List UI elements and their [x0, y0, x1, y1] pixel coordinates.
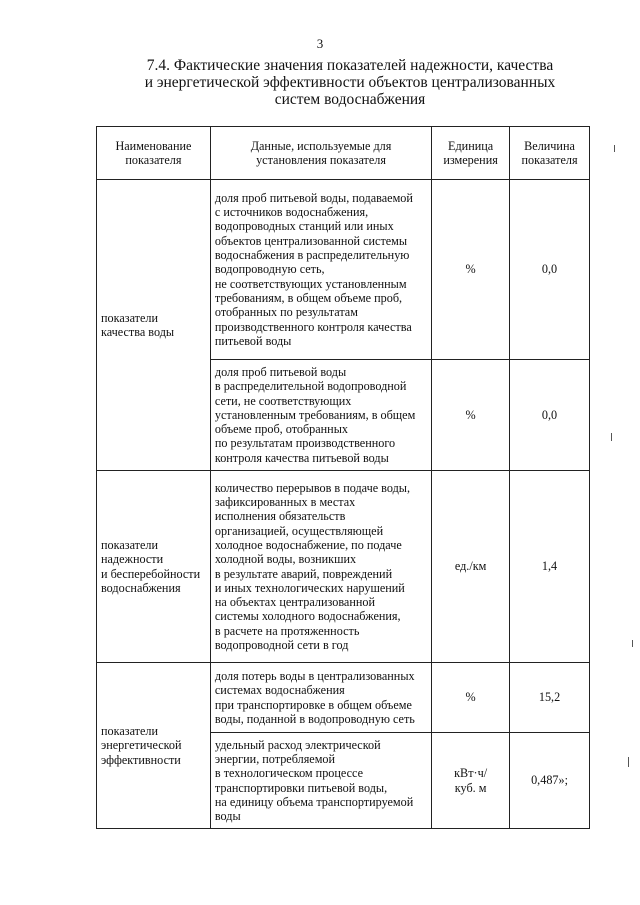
table-row — [97, 180, 590, 360]
group-name-energy: показатели энергетической эффективности — [97, 663, 211, 829]
row-unit: % — [432, 180, 510, 360]
row-description: количество перерывов в подаче воды, зафиксированных в местах исполнения обязательств организацией, осуществляющей холодное водоснабжение, по подаче холодной воды, возникших в результате аварий, повреждений и иных технологических нарушений на объектах централизованной системы холодного водоснабжения, в расчете на протяженность водопроводной сети в год — [210, 471, 431, 663]
group-name-reliability: показатели надежности и бесперебойности водоснабжения — [97, 471, 211, 663]
table-row — [97, 471, 590, 663]
row-value: 0,487»; — [510, 733, 590, 829]
scan-speck — [614, 145, 615, 152]
row-description: удельный расход электрической энергии, потребляемой в технологическом процессе транспортировки питьевой воды, на единицу объема транспортируемой воды — [210, 733, 431, 829]
heading-line: и энергетической эффективности объектов централизованных — [144, 74, 556, 91]
row-description: доля потерь воды в централизованных системах водоснабжения при транспортировке в общем объеме воды, поданной в водопроводную сеть — [210, 663, 431, 733]
indicators-table — [96, 126, 590, 829]
row-value: 0,0 — [510, 180, 590, 360]
section-heading — [108, 57, 592, 108]
scan-speck — [628, 757, 629, 767]
row-value: 0,0 — [510, 360, 590, 471]
heading-line: 7.4. Фактические значения показателей надежности, качества — [146, 57, 554, 74]
heading-line: систем водоснабжения — [274, 91, 426, 108]
header-source-data: Данные, используемые для установления показателя — [210, 127, 431, 180]
header-value: Величина показателя — [510, 127, 590, 180]
scan-speck — [632, 640, 633, 647]
row-value: 1,4 — [510, 471, 590, 663]
table-header-row — [97, 127, 590, 180]
row-value: 15,2 — [510, 663, 590, 733]
page-number: 3 — [316, 36, 324, 51]
row-unit: % — [432, 360, 510, 471]
row-unit: кВт·ч/ куб. м — [432, 733, 510, 829]
row-unit: % — [432, 663, 510, 733]
header-indicator-name: Наименование показателя — [97, 127, 211, 180]
row-unit: ед./км — [432, 471, 510, 663]
group-name-quality: показатели качества воды — [97, 180, 211, 471]
row-description: доля проб питьевой воды в распределительной водопроводной сети, не соответствующих установленным требованиям, в общем объеме проб, отобранных по результатам производственного контроля качества питьевой воды — [210, 360, 431, 471]
row-description: доля проб питьевой воды, подаваемой с источников водоснабжения, водопроводных станций или иных объектов централизованной системы водоснабжения в распределительную водопроводную сеть, не соответствующих установленным требованиям, в общем объеме проб, отобранных по результатам производственного контроля качества питьевой воды — [210, 180, 431, 360]
header-unit: Единица измерения — [432, 127, 510, 180]
scan-speck — [611, 433, 612, 441]
table-row — [97, 663, 590, 733]
